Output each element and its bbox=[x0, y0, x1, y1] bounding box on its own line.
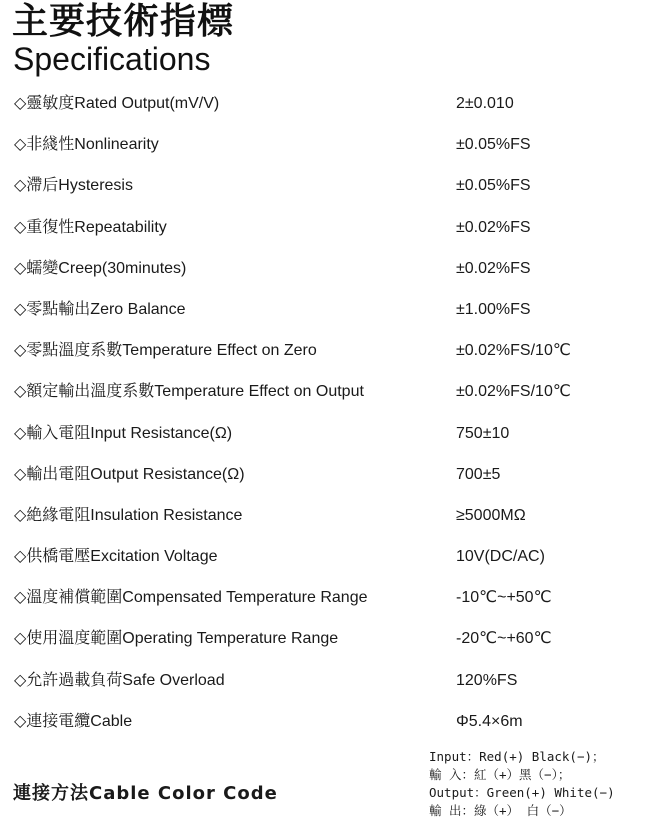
cable-line-output-en: Output：Green(+) White(−) bbox=[429, 785, 615, 800]
spec-row-zero-balance bbox=[0, 290, 659, 331]
spec-label: ◇蠕變Creep(30minutes) bbox=[14, 259, 187, 277]
spec-label: ◇連接電纜Cable bbox=[14, 712, 133, 730]
spec-label: ◇供橋電壓Excitation Voltage bbox=[14, 548, 218, 566]
spec-value: ±0.05%FS bbox=[456, 136, 531, 154]
cable-color-code-title: 連接方法Cable Color Code bbox=[13, 783, 278, 804]
spec-row-output-resistance bbox=[0, 455, 659, 496]
spec-row-excitation-voltage bbox=[0, 537, 659, 578]
cable-color-code-lines bbox=[429, 748, 615, 820]
spec-row-compensated-temp-range bbox=[0, 578, 659, 619]
spec-row-rated-output bbox=[0, 84, 659, 125]
spec-label: ◇靈敏度Rated Output(mV/V) bbox=[14, 95, 220, 112]
spec-label: ◇零點溫度系數Temperature Effect on Zero bbox=[14, 342, 317, 360]
spec-value: ±0.05%FS bbox=[456, 177, 531, 195]
spec-value: 2±0.010 bbox=[456, 95, 514, 112]
spec-value: 10V(DC/AC) bbox=[456, 548, 545, 566]
spec-row-cable bbox=[0, 702, 659, 743]
cable-line-input-en: Input：Red(+) Black(−)； bbox=[429, 749, 605, 764]
spec-value: ≥5000MΩ bbox=[456, 506, 526, 524]
cable-line-input-cn: 輸 入：紅（+）黑（−）； bbox=[429, 767, 571, 782]
spec-label: ◇滯后Hysteresis bbox=[14, 177, 133, 195]
spec-value: -10℃~+50℃ bbox=[456, 589, 552, 607]
spec-value: ±0.02%FS/10℃ bbox=[456, 383, 571, 401]
spec-value: ±0.02%FS bbox=[456, 259, 531, 277]
spec-label: ◇重復性Repeatability bbox=[14, 218, 167, 236]
spec-row-input-resistance bbox=[0, 414, 659, 455]
spec-row-operating-temp-range bbox=[0, 619, 659, 660]
spec-label: ◇輸入電阻Input Resistance(Ω) bbox=[14, 424, 233, 442]
spec-label: ◇絶緣電阻Insulation Resistance bbox=[14, 506, 243, 524]
spec-row-insulation-resistance bbox=[0, 496, 659, 537]
page-title-chinese: 主要技術指標 bbox=[12, 1, 235, 42]
cable-line-output-cn: 輸 出：綠（+） 白（−） bbox=[429, 803, 572, 818]
page-title-english: Specifications bbox=[13, 41, 211, 77]
spec-label: ◇溫度補償範圍Compensated Temperature Range bbox=[14, 589, 368, 607]
spec-row-temp-effect-zero bbox=[0, 331, 659, 372]
spec-value: ±0.02%FS bbox=[456, 218, 531, 236]
spec-value: 750±10 bbox=[456, 424, 510, 442]
spec-value: 120%FS bbox=[456, 671, 518, 689]
spec-row-nonlinearity bbox=[0, 125, 659, 166]
spec-value: ±1.00%FS bbox=[456, 300, 531, 318]
spec-value: ±0.02%FS/10℃ bbox=[456, 342, 571, 360]
spec-label: ◇輸出電阻Output Resistance(Ω) bbox=[14, 465, 245, 483]
spec-list bbox=[0, 84, 659, 743]
spec-value: Φ5.4×6m bbox=[456, 712, 523, 730]
spec-row-safe-overload bbox=[0, 661, 659, 702]
spec-row-repeatability bbox=[0, 208, 659, 249]
spec-label: ◇零點輸出Zero Balance bbox=[14, 300, 186, 318]
spec-label: ◇使用溫度範圍Operating Temperature Range bbox=[14, 630, 339, 648]
spec-row-creep bbox=[0, 249, 659, 290]
spec-value: 700±5 bbox=[456, 465, 501, 483]
spec-label: ◇非綫性Nonlinearity bbox=[14, 136, 159, 154]
spec-label: ◇允許過載負荷Safe Overload bbox=[14, 671, 225, 689]
spec-row-temp-effect-output bbox=[0, 372, 659, 413]
spec-row-hysteresis bbox=[0, 166, 659, 207]
spec-label: ◇額定輸出溫度系數Temperature Effect on Output bbox=[14, 383, 364, 401]
spec-value: -20℃~+60℃ bbox=[456, 630, 552, 648]
